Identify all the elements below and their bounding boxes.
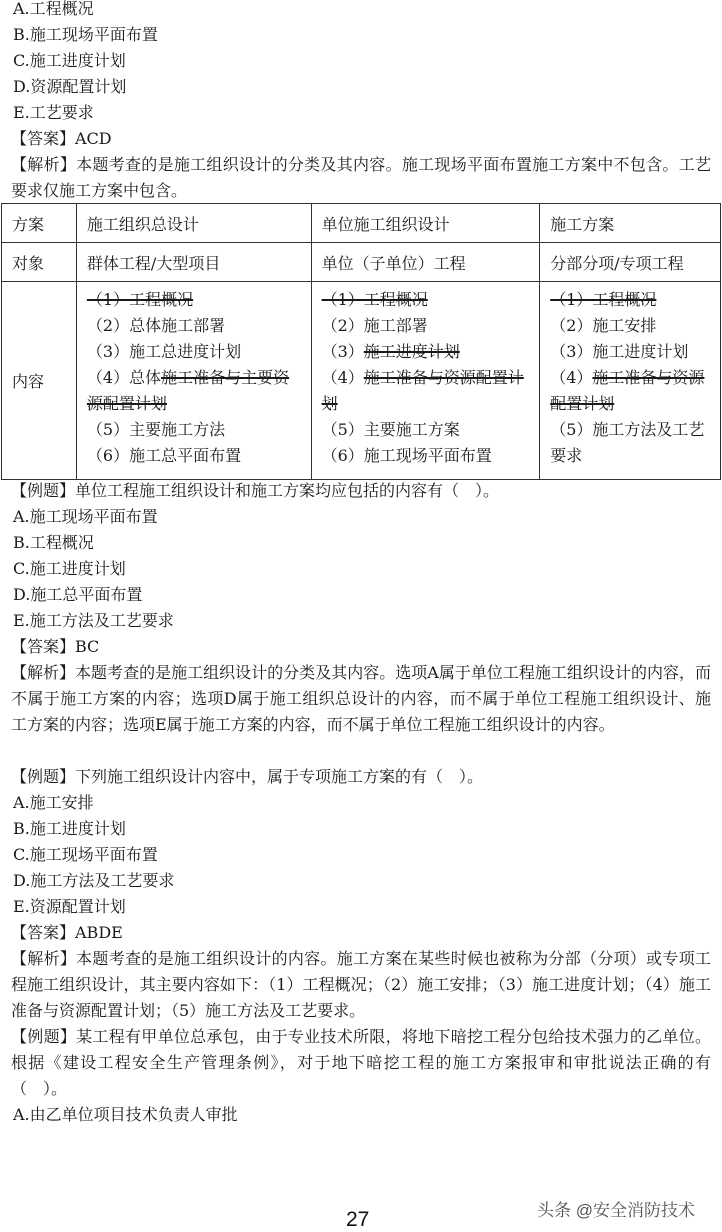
q2-question: 【例题】单位工程施工组织设计和施工方案均应包括的内容有（ ）。 xyxy=(11,481,500,500)
content-item xyxy=(322,287,530,313)
item-text: （5）主要施工方案 xyxy=(321,420,460,439)
struck-text: 施工进度计划 xyxy=(363,342,460,361)
struck-text: 施工准备与主要资源配置计划 xyxy=(86,368,290,413)
item-text: （2）总体施工部署 xyxy=(86,316,226,335)
item-text: （3）施工总进度计划 xyxy=(86,342,242,361)
content-item xyxy=(322,417,530,443)
q2-option-c: C.施工进度计划 xyxy=(13,559,126,578)
content-item xyxy=(87,287,301,313)
item-text: （4） xyxy=(321,368,364,387)
q3-option-e: E.资源配置计划 xyxy=(13,897,126,916)
struck-text: 施工准备与资源配置计划 xyxy=(321,368,524,413)
content-item xyxy=(87,339,301,365)
q3-option-a: A.施工安排 xyxy=(13,793,94,812)
item-text: （3）施工进度计划 xyxy=(550,342,689,361)
content-item xyxy=(87,443,301,469)
item-text: （6）施工总平面布置 xyxy=(86,446,242,465)
q1-answer: 【答案】ACD xyxy=(11,129,112,148)
table-cell: 施工组织总设计 xyxy=(76,204,311,243)
q1-option-b: B.施工现场平面布置 xyxy=(13,25,158,44)
q3-option-d: D.施工方法及工艺要求 xyxy=(13,871,175,890)
item-text: （2）施工安排 xyxy=(550,316,657,335)
content-item xyxy=(550,365,710,417)
q2-option-a: A.施工现场平面布置 xyxy=(13,507,158,526)
comparison-table xyxy=(1,203,721,480)
q2-option-e: E.施工方法及工艺要求 xyxy=(13,611,174,630)
item-text: （3） xyxy=(321,342,364,361)
q4-option-a: A.由乙单位项目技术负责人审批 xyxy=(13,1105,238,1124)
struck-text: 施工准备与资源配置计划 xyxy=(550,368,705,413)
table-row-scheme xyxy=(2,204,721,243)
q2-answer: 【答案】BC xyxy=(11,637,100,656)
table-row-content xyxy=(2,282,721,480)
q1-option-d: D.资源配置计划 xyxy=(13,77,127,96)
struck-text: （1）工程概况 xyxy=(550,290,657,309)
table-cell: 对象 xyxy=(2,243,77,282)
q1-option-a: A.工程概况 xyxy=(13,0,94,18)
q2-analysis: 【解析】本题考查的是施工组织设计的分类及其内容。选项A属于单位工程施工组织设计的内容，而不属于施工方案的内容；选项D属于施工组织总设计的内容，而不属于单位工程施工组织设计、施工方案的内容；选项E属于施工方案的内容，而不属于单位工程施工组织设计的内容。 xyxy=(11,663,711,734)
item-text: （2）施工部署 xyxy=(321,316,428,335)
page-number: 27 xyxy=(346,1208,370,1231)
q1-option-e: E.工艺要求 xyxy=(13,103,94,122)
table-cell: 施工方案 xyxy=(540,204,721,243)
q2-option-d: D.施工总平面布置 xyxy=(13,585,143,604)
content-list-scheme xyxy=(540,282,721,480)
q3-analysis: 【解析】本题考查的是施工组织设计的内容。施工方案在某些时候也被称为分部（分项）或专项工程施工组织设计，其主要内容如下：（1）工程概况；（2）施工安排；（3）施工进度计划；（4）施工准备与资源配置计划；（5）施工方法及工艺要求。 xyxy=(11,949,711,1020)
content-item xyxy=(550,417,710,469)
watermark: 头条 @安全消防技术 xyxy=(537,1201,695,1220)
content-list-unit xyxy=(311,282,540,480)
content-item xyxy=(550,287,710,313)
content-item xyxy=(87,313,301,339)
q2-option-b: B.工程概况 xyxy=(13,533,94,552)
q3-option-b: B.施工进度计划 xyxy=(13,819,126,838)
table-cell: 单位施工组织设计 xyxy=(311,204,540,243)
item-text: （5）施工方法及工艺要求 xyxy=(550,420,705,465)
q1-option-c: C.施工进度计划 xyxy=(13,51,126,70)
q1-analysis: 【解析】本题考查的是施工组织设计的分类及其内容。施工现场平面布置施工方案中不包含。工艺要求仅施工方案中包含。 xyxy=(11,155,711,200)
q3-option-c: C.施工现场平面布置 xyxy=(13,845,158,864)
content-list-general xyxy=(76,282,311,480)
table-cell: 群体工程/大型项目 xyxy=(76,243,311,282)
q3-answer: 【答案】ABDE xyxy=(11,923,123,942)
content-item xyxy=(87,417,301,443)
item-text: （4） xyxy=(550,368,593,387)
item-text: （5）主要施工方法 xyxy=(86,420,226,439)
content-item xyxy=(550,339,710,365)
q3-question: 【例题】下列施工组织设计内容中，属于专项施工方案的有（ ）。 xyxy=(11,767,484,786)
table-cell: 方案 xyxy=(2,204,77,243)
content-item xyxy=(322,313,530,339)
content-item xyxy=(550,313,710,339)
table-cell: 内容 xyxy=(2,282,77,480)
content-item xyxy=(322,443,530,469)
content-item xyxy=(322,339,530,365)
content-item xyxy=(87,365,301,417)
q4-question: 【例题】某工程有甲单位总承包，由于专业技术所限，将地下暗挖工程分包给技术强力的乙单位。根据《建设工程安全生产管理条例》，对于地下暗挖工程的施工方案报审和审批说法正确的有（ ）。 xyxy=(11,1027,711,1098)
content-item xyxy=(322,365,530,417)
struck-text: （1）工程概况 xyxy=(321,290,428,309)
item-text: （4）总体 xyxy=(86,368,162,387)
item-text: （6）施工现场平面布置 xyxy=(321,446,492,465)
table-cell: 分部分项/专项工程 xyxy=(540,243,721,282)
table-row-object xyxy=(2,243,721,282)
table-cell: 单位（子单位）工程 xyxy=(311,243,540,282)
struck-text: （1）工程概况 xyxy=(86,290,194,309)
